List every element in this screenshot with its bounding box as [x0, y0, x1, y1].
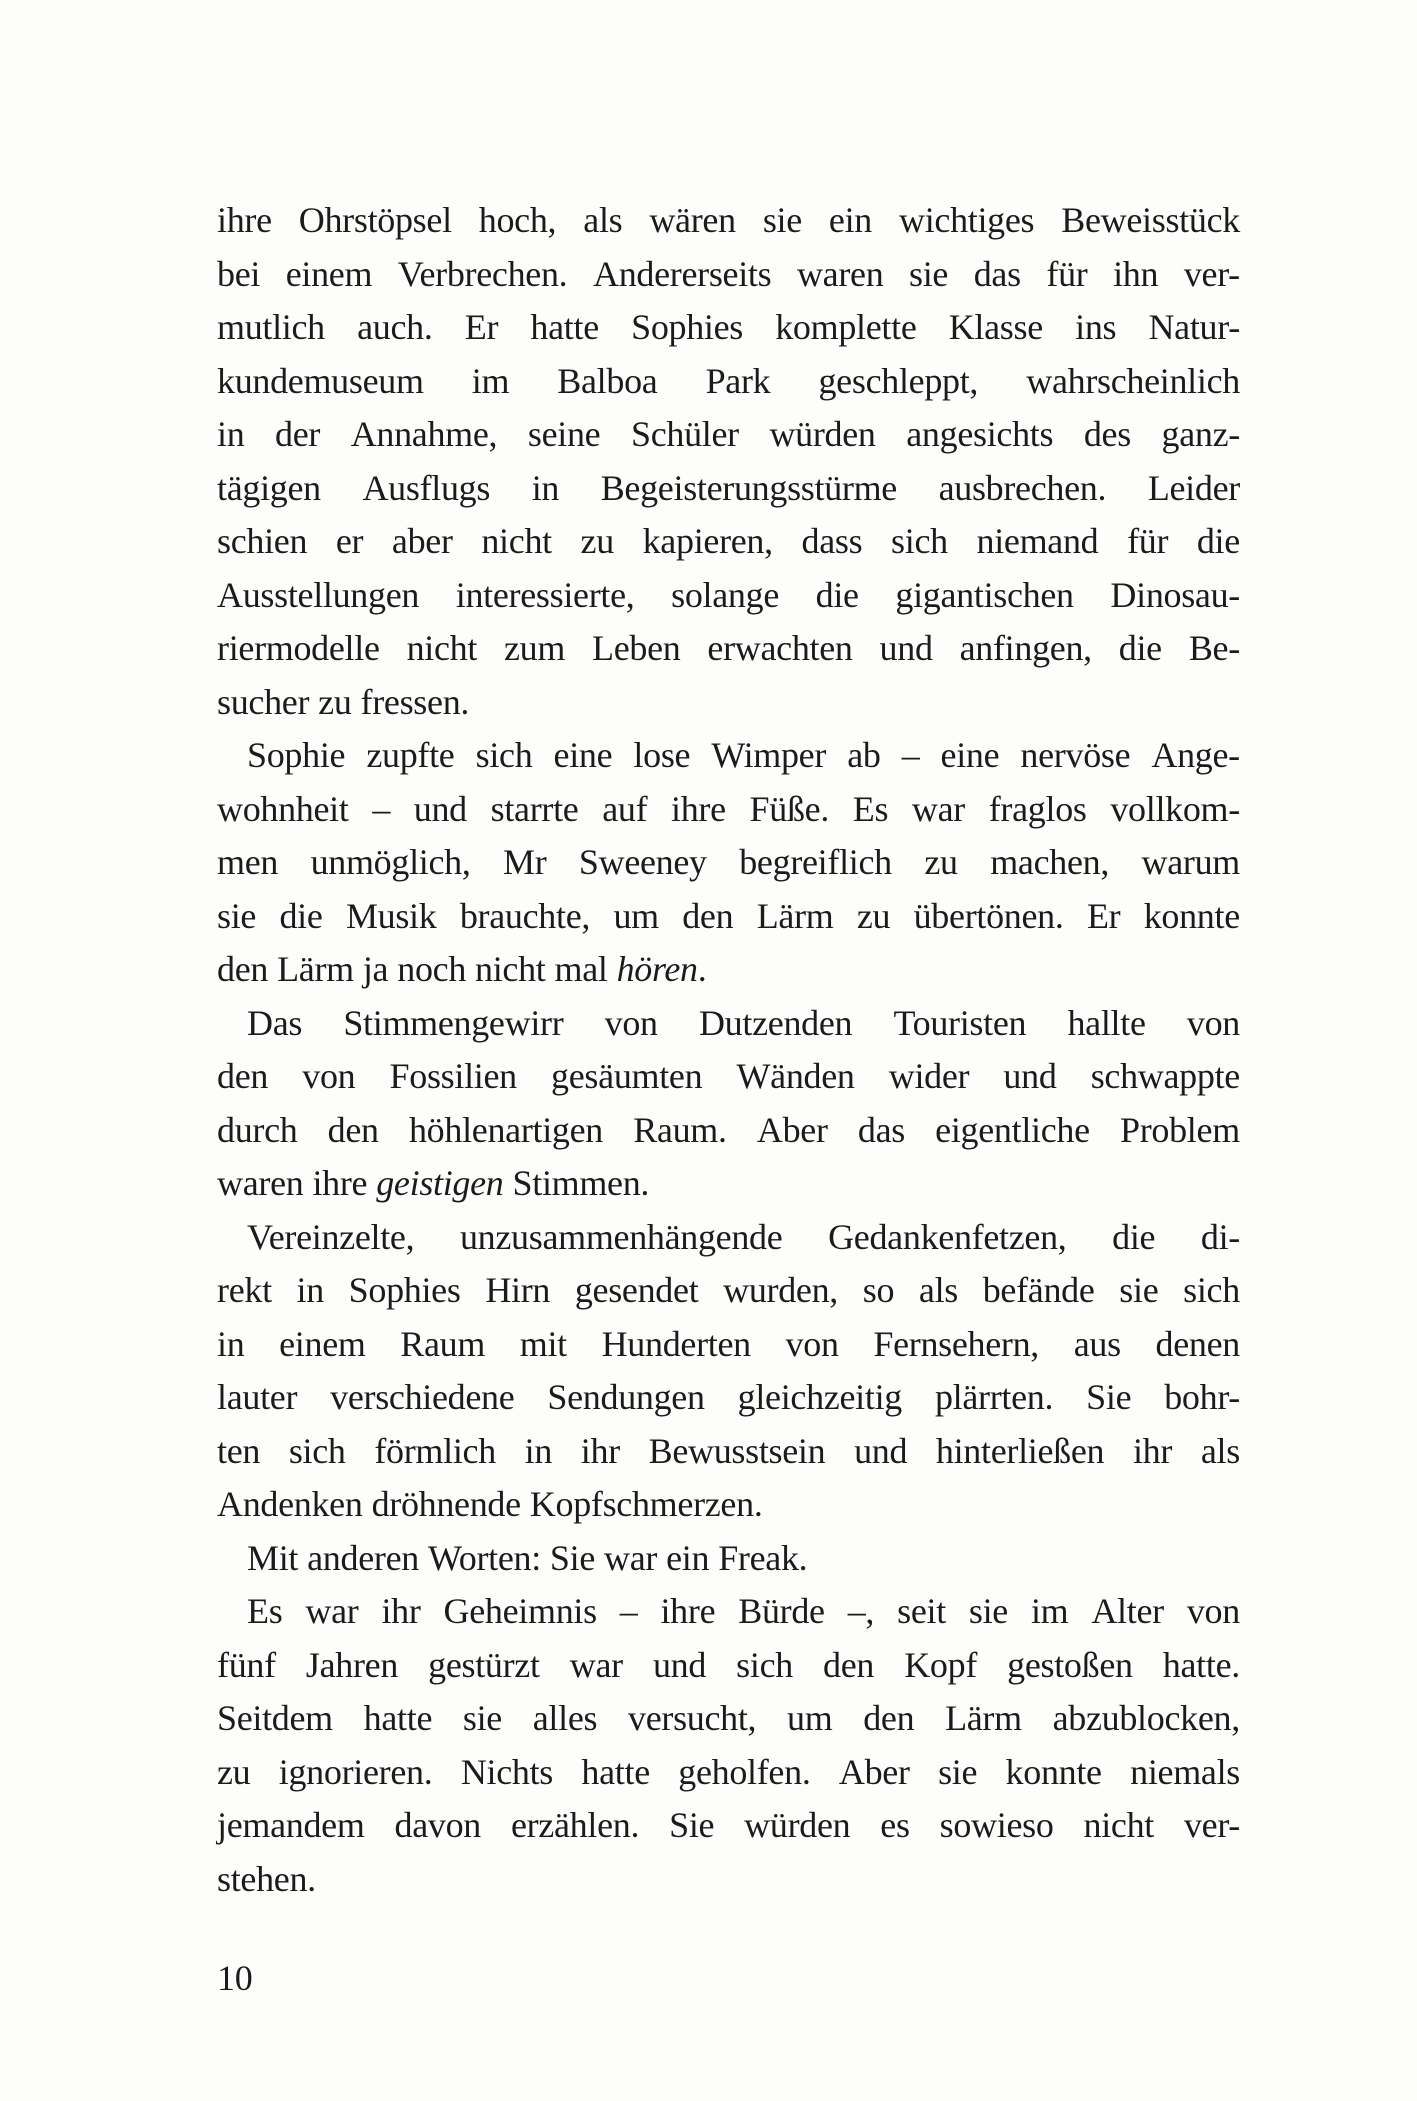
text-line: [217, 1853, 1240, 1907]
word: Er: [1086, 895, 1121, 936]
word: bei: [217, 253, 261, 294]
word: sie: [462, 1698, 502, 1738]
word: versucht,: [628, 1698, 757, 1738]
word: eigentliche: [935, 1109, 1090, 1150]
word: brauchte,: [459, 895, 591, 936]
word: als: [1200, 1430, 1240, 1471]
text-line: [217, 1050, 1240, 1104]
word: noch: [397, 949, 467, 989]
word: sowieso: [939, 1805, 1054, 1845]
text-line: [217, 1211, 1240, 1265]
word: Stimmen.: [512, 1163, 650, 1203]
text-line: [217, 408, 1240, 462]
word: auf: [602, 788, 648, 829]
word: wären: [649, 200, 736, 240]
word: Bewusstsein: [648, 1430, 826, 1471]
word: sich: [891, 521, 948, 561]
word: um: [613, 895, 659, 936]
word: lose: [633, 735, 691, 775]
word: für: [1046, 253, 1088, 294]
text-line: [217, 1585, 1240, 1639]
word: war: [305, 1591, 359, 1631]
word: hoch,: [478, 200, 557, 240]
word: Gedankenfetzen,: [828, 1216, 1067, 1257]
word: Hirn: [485, 1270, 551, 1310]
word: hinterließen: [935, 1430, 1105, 1471]
word: Problem: [1120, 1109, 1240, 1150]
text-line: [217, 1532, 1240, 1586]
text-line: [217, 1157, 1240, 1211]
text-line: [217, 301, 1240, 355]
word: davon: [394, 1805, 481, 1845]
word: Es: [247, 1591, 283, 1631]
word: begreiflich: [739, 842, 892, 882]
text-line: [217, 997, 1240, 1051]
word: solange: [671, 574, 779, 615]
word: ihr: [381, 1591, 421, 1631]
text-line: [217, 1799, 1240, 1853]
word: komplette: [775, 307, 917, 347]
word: und: [413, 788, 467, 829]
word: es: [880, 1805, 910, 1845]
word: –: [901, 735, 920, 775]
word: Sendungen: [547, 1377, 705, 1417]
word: ihn: [1113, 253, 1159, 294]
word: und: [854, 1430, 908, 1471]
word: Ohrstöpsel: [298, 200, 452, 240]
text-line: [217, 676, 1240, 730]
word: ein: [666, 1537, 710, 1578]
text-line: [217, 890, 1240, 944]
word: –: [619, 1591, 638, 1631]
paragraph: [217, 194, 1240, 729]
word: sich: [736, 1644, 793, 1685]
word: aus: [1073, 1323, 1121, 1364]
word: höhlenartigen: [408, 1109, 603, 1150]
word: zu: [580, 521, 614, 561]
word: den: [863, 1698, 915, 1738]
word: er: [335, 521, 364, 561]
word: verschiedene: [330, 1377, 515, 1417]
word: Wimper: [711, 735, 827, 775]
word: ab: [847, 735, 881, 775]
word: fünf: [217, 1644, 276, 1685]
word: Bürde: [738, 1591, 825, 1631]
word: nicht: [475, 949, 546, 989]
word: Fernsehern,: [873, 1323, 1040, 1364]
text-line: [217, 1692, 1240, 1746]
word: alles: [532, 1698, 598, 1738]
word: sie: [1119, 1270, 1159, 1310]
text-line: [217, 1746, 1240, 1800]
word: Lärm: [945, 1698, 1022, 1738]
text-line: [217, 1371, 1240, 1425]
word: die: [1196, 521, 1240, 561]
word: würden: [744, 1805, 851, 1845]
word: zu: [318, 681, 352, 722]
word: nicht: [1083, 1805, 1154, 1845]
word: gestoßen: [1007, 1644, 1133, 1685]
word: konnte: [1005, 1751, 1102, 1792]
word: gesendet: [574, 1270, 699, 1310]
word: die: [279, 895, 323, 936]
word: wurden,: [723, 1270, 839, 1310]
word: wider: [888, 1056, 970, 1096]
word: zupfte: [366, 735, 455, 775]
word: geholfen.: [678, 1751, 811, 1792]
word: Dutzenden: [698, 1002, 853, 1043]
word: starrte: [490, 788, 579, 829]
word: lauter: [217, 1377, 298, 1417]
word: gigantischen: [895, 574, 1074, 615]
word: geistigen: [376, 1163, 504, 1203]
word: seine: [527, 414, 601, 454]
word: sucher: [217, 681, 310, 722]
word: ihre: [660, 1591, 716, 1631]
text-line: [217, 1318, 1240, 1372]
word: Kopf: [904, 1644, 978, 1685]
word: bohr-: [1164, 1377, 1240, 1417]
word: Touristen: [893, 1002, 1027, 1043]
word: Leider: [1147, 467, 1240, 508]
word: war: [604, 1537, 658, 1578]
word: Nichts: [460, 1751, 554, 1792]
text-line: [217, 622, 1240, 676]
word: gestürzt: [428, 1644, 540, 1685]
text-line: [217, 836, 1240, 890]
word: erwachten: [707, 628, 853, 668]
word: zum: [503, 628, 566, 668]
word: ihr: [1132, 1430, 1173, 1471]
word: Sie: [669, 1805, 715, 1845]
text-line: [217, 194, 1240, 248]
word: waren: [217, 1163, 304, 1203]
text-line: [217, 729, 1240, 783]
word: dass: [801, 521, 863, 561]
word: würden: [769, 414, 876, 454]
word: eine: [940, 735, 1000, 775]
word: Schüler: [630, 414, 739, 454]
word: Verbrechen.: [397, 253, 568, 294]
word: in: [531, 467, 560, 508]
word: Sie: [1086, 1377, 1132, 1417]
word: Es: [852, 788, 889, 829]
word: Raum: [400, 1323, 486, 1364]
word: im: [471, 360, 510, 401]
word: machen,: [990, 842, 1110, 882]
word: sie: [968, 1591, 1008, 1631]
word: von: [302, 1056, 356, 1096]
word: die: [1118, 628, 1162, 668]
word: anderen: [307, 1537, 419, 1578]
word: warum: [1141, 842, 1240, 882]
word: hatte: [581, 1751, 650, 1792]
word: Park: [705, 360, 771, 401]
word: riermodelle: [217, 628, 380, 668]
word: im: [1030, 1591, 1069, 1631]
word: so: [862, 1270, 895, 1310]
word: nicht: [406, 628, 478, 668]
word: eine: [553, 735, 613, 775]
word: sie: [938, 1751, 978, 1792]
word: sich: [475, 735, 533, 775]
word: und: [652, 1644, 707, 1685]
word: Begeisterungsstürme: [600, 467, 897, 508]
word: rekt: [217, 1270, 272, 1310]
word: niemand: [976, 521, 1099, 561]
word: für: [1127, 521, 1169, 561]
word: Aber: [838, 1751, 910, 1792]
word: fressen.: [360, 681, 470, 722]
word: erzählen.: [510, 1805, 640, 1845]
word: Musik: [345, 895, 437, 936]
text-line: [217, 1639, 1240, 1693]
text-line: [217, 1425, 1240, 1479]
word: durch: [217, 1109, 298, 1150]
word: zu: [217, 1751, 251, 1792]
word: seit: [897, 1591, 946, 1631]
word: Füße.: [749, 788, 830, 829]
word: Mit: [247, 1537, 299, 1578]
word: hatte: [363, 1698, 433, 1738]
word: geschleppt,: [818, 360, 979, 401]
word: Geheimnis: [443, 1591, 597, 1631]
word: Raum.: [633, 1109, 727, 1150]
word: von: [1186, 1002, 1240, 1043]
word: zu: [924, 842, 958, 882]
word: war: [569, 1644, 623, 1685]
word: mal: [554, 949, 608, 989]
word: Mr: [503, 842, 547, 882]
word: ten: [217, 1430, 261, 1471]
word: mit: [519, 1323, 567, 1364]
word: Seitdem: [217, 1698, 333, 1738]
word: ihr: [580, 1430, 620, 1471]
word: konnte: [1143, 895, 1240, 936]
word: den: [682, 895, 734, 936]
word: Natur-: [1148, 307, 1240, 347]
word: ignorieren.: [278, 1751, 433, 1792]
word: denen: [1155, 1323, 1240, 1364]
word: sich: [288, 1430, 346, 1471]
word: men: [217, 842, 279, 882]
word: aber: [391, 521, 453, 561]
word: Vereinzelte,: [247, 1216, 415, 1257]
text-block: [217, 194, 1240, 1906]
word: Sweeney: [578, 842, 707, 882]
word: Sie: [549, 1537, 596, 1578]
word: nicht: [481, 521, 552, 561]
word: di-: [1200, 1216, 1240, 1257]
word: Annahme,: [350, 414, 498, 454]
word: in: [217, 414, 245, 454]
word: Sophie: [247, 735, 346, 775]
word: stehen.: [217, 1858, 316, 1899]
text-line: [217, 515, 1240, 569]
word: ein: [828, 200, 872, 240]
word: gleichzeitig: [737, 1377, 902, 1417]
word: den: [217, 1056, 269, 1096]
word: ganz-: [1161, 414, 1240, 454]
word: Kopfschmerzen.: [529, 1484, 763, 1524]
word: angesichts: [906, 414, 1054, 454]
word: wichtiges: [899, 200, 1035, 240]
word: Andererseits: [593, 253, 772, 294]
paragraph: [217, 1585, 1240, 1906]
word: Be-: [1188, 628, 1240, 668]
word: Ange-: [1151, 735, 1240, 775]
word: Leben: [592, 628, 681, 668]
word: einem: [279, 1323, 366, 1364]
word: Klasse: [948, 307, 1043, 347]
word: ver-: [1183, 1805, 1240, 1845]
word: das: [857, 1109, 905, 1150]
word: ja: [362, 949, 389, 989]
word: ver-: [1183, 253, 1240, 294]
word: wahrscheinlich: [1026, 360, 1240, 401]
word: Sophies: [348, 1270, 461, 1310]
word: schien: [217, 521, 308, 561]
text-line: [217, 248, 1240, 302]
word: Alter: [1091, 1591, 1164, 1631]
word: ihre: [217, 200, 272, 240]
word: einem: [285, 253, 373, 294]
word: –,: [847, 1591, 875, 1631]
word: Beweisstück: [1061, 200, 1240, 240]
word: zu: [856, 895, 891, 936]
word: ins: [1075, 307, 1117, 347]
word: sie: [762, 200, 802, 240]
word: von: [785, 1323, 839, 1364]
page-number: 10: [217, 1958, 253, 1998]
word: Jahren: [305, 1644, 399, 1685]
word: ihre: [312, 1163, 368, 1203]
word: als: [918, 1270, 958, 1310]
text-line: [217, 783, 1240, 837]
word: abzublocken,: [1052, 1698, 1240, 1738]
word: als: [583, 200, 623, 240]
word: Lärm: [277, 949, 354, 989]
word: und: [879, 628, 933, 668]
word: von: [1186, 1591, 1240, 1631]
word: hatte.: [1162, 1644, 1240, 1685]
word: Er: [464, 307, 499, 347]
word: auch.: [357, 307, 433, 347]
word: Worten:: [427, 1537, 541, 1578]
word: befände: [982, 1270, 1095, 1310]
word: Stimmengewirr: [343, 1002, 564, 1043]
word: jemandem: [217, 1805, 365, 1845]
word: die: [815, 574, 859, 615]
word: kundemuseum: [217, 360, 424, 401]
text-line: [217, 943, 1240, 997]
word: Das: [247, 1002, 303, 1043]
word: –: [372, 788, 391, 829]
word: niemals: [1130, 1751, 1240, 1792]
word: Lärm: [756, 895, 834, 936]
word: Ausstellungen: [217, 574, 420, 615]
word: gesäumten: [551, 1056, 703, 1096]
word: und: [1003, 1056, 1057, 1096]
word: hören.: [616, 949, 707, 989]
word: ihre: [671, 788, 726, 829]
word: ausbrechen.: [938, 467, 1107, 508]
word: Dinosau-: [1110, 574, 1240, 615]
word: von: [604, 1002, 658, 1043]
word: mutlich: [217, 307, 325, 347]
word: des: [1083, 414, 1131, 454]
word: unzusammenhängende: [459, 1216, 783, 1257]
paragraph: [217, 729, 1240, 997]
paragraph: [217, 1532, 1240, 1586]
word: Sophies: [631, 307, 744, 347]
word: Andenken: [217, 1484, 363, 1524]
text-line: [217, 1264, 1240, 1318]
word: übertönen.: [913, 895, 1064, 936]
word: in: [296, 1270, 324, 1310]
word: nervöse: [1020, 735, 1131, 775]
paragraph: [217, 1211, 1240, 1532]
word: Freak.: [718, 1537, 808, 1578]
word: um: [787, 1698, 833, 1738]
word: schwappte: [1090, 1056, 1240, 1096]
word: Hunderten: [601, 1323, 751, 1364]
word: Ausflugs: [362, 467, 491, 508]
text-line: [217, 1478, 1240, 1532]
text-line: [217, 355, 1240, 409]
word: sich: [1183, 1270, 1240, 1310]
word: in: [524, 1430, 553, 1471]
word: interessierte,: [455, 574, 635, 615]
word: die: [1112, 1216, 1156, 1257]
text-line: [217, 569, 1240, 623]
word: plärrten.: [934, 1377, 1054, 1417]
word: hallte: [1067, 1002, 1146, 1043]
word: den: [823, 1644, 875, 1685]
word: das: [973, 253, 1021, 294]
text-line: [217, 462, 1240, 516]
word: war: [911, 788, 965, 829]
word: dröhnende: [371, 1484, 521, 1524]
word: kapieren,: [642, 521, 773, 561]
word: in: [217, 1323, 245, 1364]
word: sie: [909, 253, 949, 294]
word: fraglos: [988, 788, 1087, 829]
word: waren: [796, 253, 884, 294]
paragraph: [217, 997, 1240, 1211]
word: hatte: [530, 307, 599, 347]
word: den: [217, 949, 269, 989]
word: tägigen: [217, 467, 321, 508]
text-line: [217, 1104, 1240, 1158]
word: Balboa: [557, 360, 658, 401]
word: Fossilien: [389, 1056, 517, 1096]
word: wohnheit: [217, 788, 349, 829]
word: förmlich: [374, 1430, 496, 1471]
word: vollkom-: [1110, 788, 1240, 829]
word: der: [275, 414, 321, 454]
word: unmöglich,: [310, 842, 471, 882]
word: anfingen,: [959, 628, 1092, 668]
word: den: [327, 1109, 379, 1150]
word: Aber: [756, 1109, 828, 1150]
word: Wänden: [736, 1056, 855, 1096]
word: sie: [217, 895, 257, 936]
